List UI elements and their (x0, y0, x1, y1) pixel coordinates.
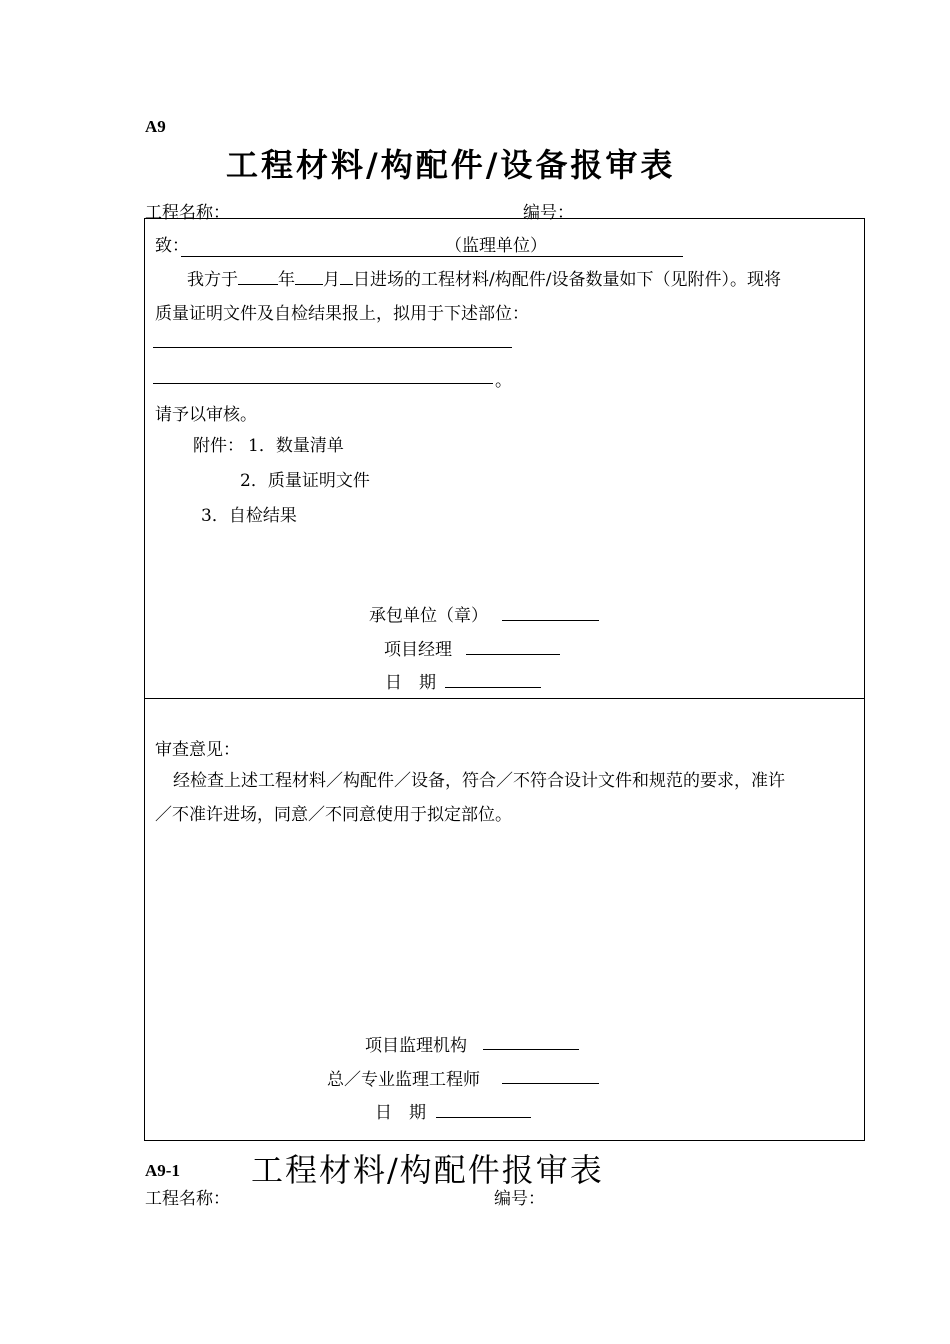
intro-line-2: 质量证明文件及自检结果报上，拟用于下述部位： (155, 304, 529, 324)
request-text: 请予以审核。 (155, 405, 257, 425)
chief-engineer-label: 总／专业监理工程师 (327, 1070, 480, 1090)
attachments-label: 附件： (193, 436, 244, 456)
to-label: 致： (155, 236, 189, 256)
month-label: 月 (323, 270, 340, 290)
chief-engineer-blank (502, 1083, 599, 1084)
location-blank-1 (153, 347, 512, 348)
project-name-label-2: 工程名称： (145, 1189, 230, 1209)
form-title: 工程材料/构配件/设备报审表 (226, 146, 676, 184)
project-manager-blank (466, 654, 560, 655)
supervision-org-blank (483, 1049, 579, 1050)
project-manager-label: 项目经理 (384, 640, 452, 660)
date-label: 日 期 (385, 673, 436, 693)
date-blank (445, 687, 541, 688)
section-divider (144, 698, 865, 699)
review-label: 审查意见： (155, 740, 240, 760)
intro-part-2: 日进场的工程材料/构配件/设备数量如下（见附件）。现将 (353, 270, 781, 290)
form-title-2: 工程材料/构配件报审表 (251, 1151, 604, 1189)
contractor-blank (502, 620, 599, 621)
number-label: 编号： (523, 203, 574, 223)
date-label-2: 日 期 (375, 1103, 426, 1123)
location-period: 。 (495, 371, 512, 391)
location-blank-2 (153, 383, 493, 384)
supervisor-unit-hint: （监理单位） (445, 236, 547, 256)
year-blank (238, 267, 278, 285)
attachment-3: 3．自检结果 (201, 506, 297, 526)
review-line-1: 经检查上述工程材料／构配件／设备，符合／不符合设计文件和规范的要求，准许 (173, 771, 785, 791)
supervision-org-label: 项目监理机构 (365, 1036, 467, 1056)
form-code-2: A9-1 (145, 1161, 180, 1180)
attachment-2: 2．质量证明文件 (240, 471, 370, 491)
number-label-2: 编号： (494, 1189, 545, 1209)
attachment-1: 1．数量清单 (248, 436, 344, 456)
contractor-label: 承包单位（章） (369, 606, 488, 626)
date-blank-2 (436, 1117, 531, 1118)
form-code: A9 (145, 117, 166, 136)
day-blank (340, 267, 353, 285)
form-table (144, 218, 865, 1141)
to-underline (181, 256, 683, 257)
project-name-label: 工程名称： (145, 203, 230, 223)
month-blank (295, 267, 323, 285)
review-line-2: ／不准许进场，同意／不同意使用于拟定部位。 (155, 805, 512, 825)
intro-line-1 (187, 265, 781, 290)
intro-part-1: 我方于 (187, 270, 238, 290)
year-label: 年 (278, 270, 295, 290)
